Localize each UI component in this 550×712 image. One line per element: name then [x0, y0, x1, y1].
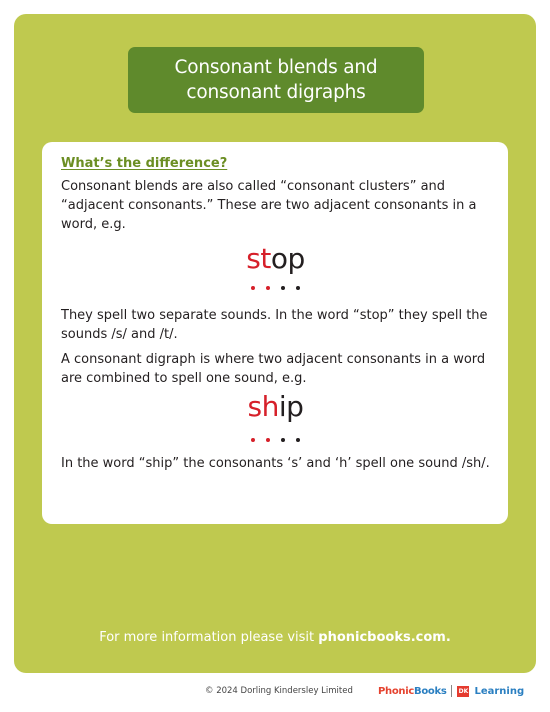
letter-i: i — [278, 390, 287, 423]
sound-dot — [296, 286, 300, 290]
phonicbooks-logo: PhonicBooks — [378, 685, 447, 697]
dk-logo: DK — [458, 687, 469, 695]
content-panel — [42, 142, 508, 524]
letter-s: s — [247, 390, 262, 423]
letter-h: h — [261, 390, 279, 423]
paragraph-digraph-intro: A consonant digraph is where two adjacent consonants in a word are combined to spell one sound, e.g. — [61, 352, 486, 386]
example-word-stop — [61, 240, 490, 300]
footer-info — [14, 630, 536, 645]
sound-dot — [281, 438, 285, 442]
title-line-1: Consonant blends and — [174, 57, 378, 78]
page-title — [128, 47, 424, 113]
learning-logo-text: Learning — [474, 685, 525, 697]
letter-s: s — [246, 242, 261, 275]
letter-t: t — [260, 242, 271, 275]
title-line-2: consonant digraphs — [186, 82, 366, 103]
paragraph-blends-intro: Consonant blends are also called “consonant clusters” and “adjacent consonants.” These are two adjacent consonants in a word, e.g. — [61, 179, 477, 232]
sound-dots — [61, 286, 490, 292]
brand-logos — [378, 683, 524, 699]
letter-p: p — [286, 390, 304, 423]
sound-dot — [281, 286, 285, 290]
footer-website-link[interactable]: phonicbooks.com. — [318, 630, 451, 645]
example-word-letters — [61, 244, 490, 274]
sound-dot — [251, 286, 255, 290]
letter-p: p — [287, 242, 305, 275]
sound-dots — [61, 438, 490, 444]
logo-divider — [451, 685, 452, 697]
example-word-letters — [61, 392, 490, 422]
sound-dot — [296, 438, 300, 442]
sound-dot — [266, 438, 270, 442]
paragraph-digraph-explain: In the word “ship” the consonants ‘s’ and ‘h’ spell one sound /sh/. — [61, 456, 490, 471]
example-word-ship — [61, 388, 490, 450]
sound-dot — [251, 438, 255, 442]
sound-dot — [266, 286, 270, 290]
paragraph-blends-explain: They spell two separate sounds. In the word “stop” they spell the sounds /s/ and /t/. — [61, 308, 488, 342]
footer-text: For more information please visit — [99, 630, 319, 645]
copyright-notice: © 2024 Dorling Kindersley Limited — [205, 686, 353, 696]
letter-o: o — [270, 242, 288, 275]
subheading: What’s the difference? — [61, 156, 228, 171]
